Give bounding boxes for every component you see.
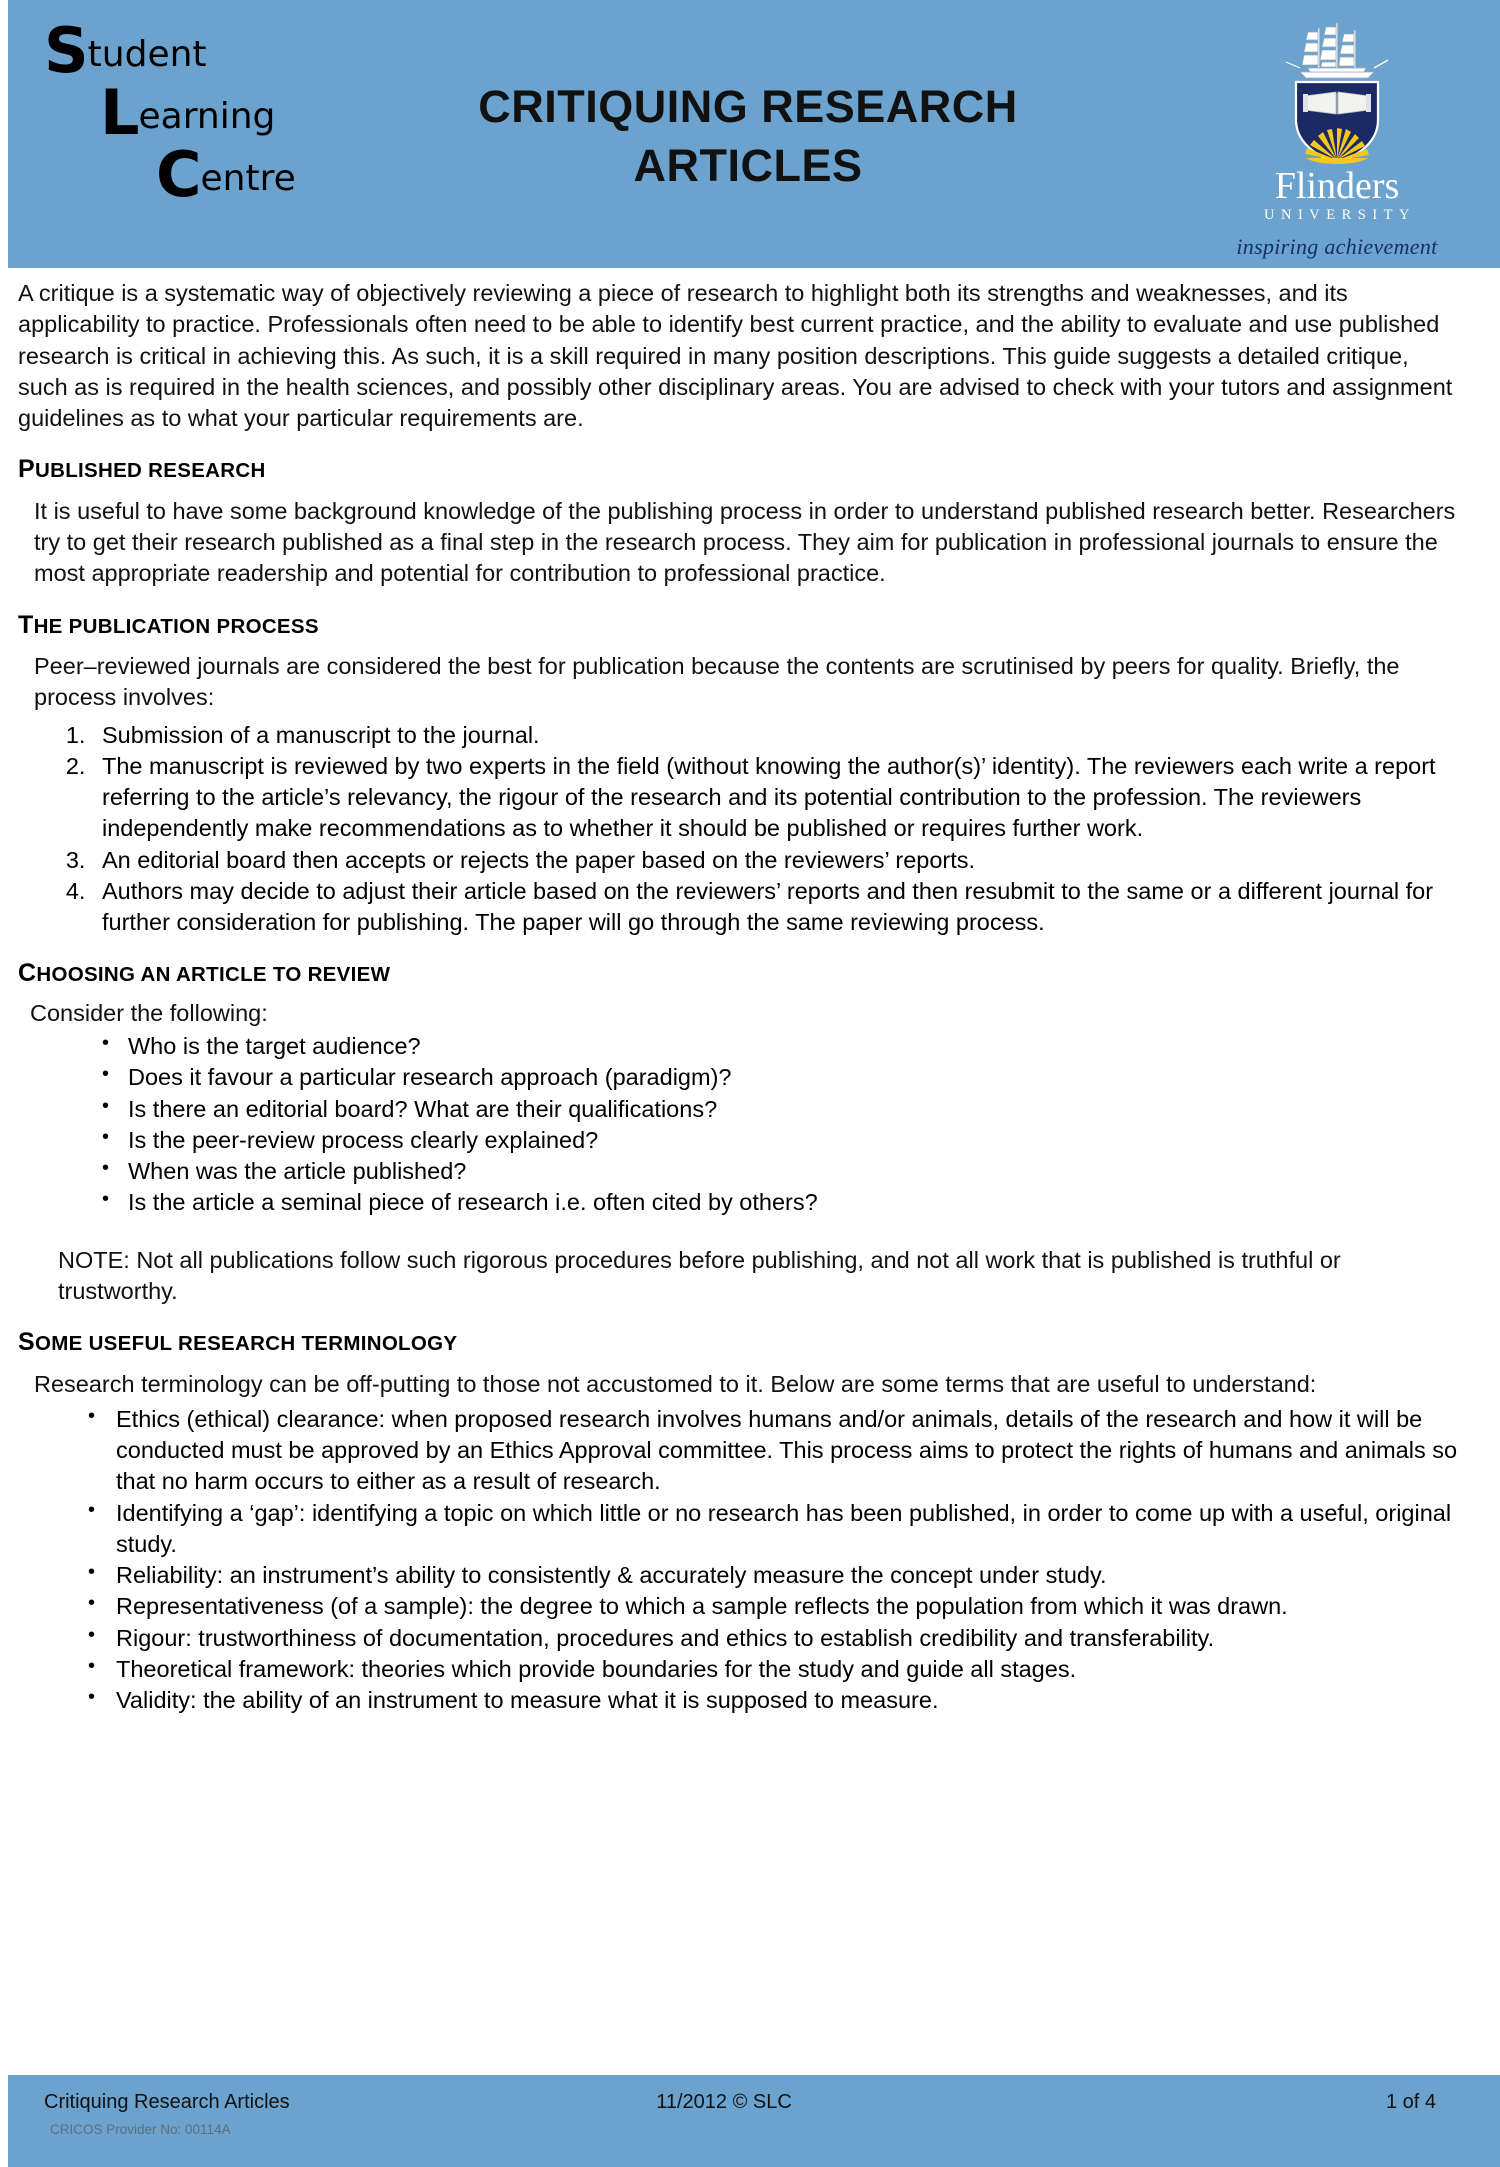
slc-initial-s: S <box>44 14 88 87</box>
list-item: • When was the article published? <box>98 1156 1460 1187</box>
heading-choosing-article <box>18 960 1500 988</box>
list-item: • Validity: the ability of an instrument to measure what it is supposed to measure. <box>82 1685 1458 1716</box>
list-item: • Is the article a seminal piece of research i.e. often cited by others? <box>98 1187 1460 1218</box>
terminology-lead: Research terminology can be off-putting to those not accustomed to it. Below are some terms that are useful to understand: <box>34 1370 1317 1397</box>
page-title-line-2: ARTICLES <box>633 139 863 191</box>
list-item: • Identifying a ‘gap’: identifying a topic on which little or no research has been published, in order to come up with a useful, original study. <box>82 1498 1458 1561</box>
slc-initial-l: L <box>100 76 139 149</box>
choosing-article-lead: Consider the following: <box>30 999 268 1026</box>
page-footer <box>8 2075 1500 2167</box>
list-item: 4. Authors may decide to adjust their article based on the reviewers’ reports and then resubmit to the same or a different journal for further consideration for publishing. The paper will go through the same reviewing process. <box>92 876 1460 939</box>
list-item: 1. Submission of a manuscript to the journal. <box>92 720 1460 751</box>
published-research-body: It is useful to have some background knowledge of the publishing process in order to understand published research better. Researchers try to get their research published as a final step in the research process. They aim for publication in professional journals to ensure the most appropriate readership and potential for contribution to professional practice. <box>34 497 1456 587</box>
slc-logo-line-student <box>44 14 207 87</box>
flinders-university-logo <box>1222 10 1452 260</box>
slc-word-learning: earning <box>138 96 276 137</box>
page-title <box>348 78 1148 195</box>
flinders-tagline: inspiring achievement <box>1236 234 1438 259</box>
heading-smallcaps: UBLISHED RESEARCH <box>34 459 266 483</box>
intro-paragraph: A critique is a systematic way of objectively reviewing a piece of research to highlight both its strengths and weaknesses, and its applicability to practice. Professionals often need to be able to identify best current practice, and the ability to evaluate and use published research is critical in achieving this. As such, it is a skill required in many position descriptions. This guide suggests a detailed critique, such as is required in the health sciences, and possibly other disciplinary areas. You are advised to check with your tutors and assignment guidelines as to what your particular requirements are. <box>18 280 1453 431</box>
heading-initial: S <box>18 1328 35 1356</box>
terminology-list <box>0 1404 1458 1717</box>
heading-initial: P <box>18 455 35 484</box>
open-book-icon <box>1303 92 1371 114</box>
slc-logo-line-learning <box>100 76 276 149</box>
flinders-university-subtitle: UNIVERSITY <box>1264 207 1416 223</box>
list-item: • Rigour: trustworthiness of documentation, procedures and ethics to establish credibility and transferability. <box>82 1623 1458 1654</box>
footer-document-title: Critiquing Research Articles <box>44 2091 290 2113</box>
heading-published-research <box>18 456 1500 484</box>
page-title-line-1: CRITIQUING RESEARCH <box>478 81 1018 132</box>
slc-word-student: tudent <box>87 34 207 75</box>
ship-icon <box>1286 23 1388 78</box>
list-item: • Theoretical framework: theories which provide boundaries for the study and guide all stages. <box>82 1654 1458 1685</box>
publication-process-steps <box>0 720 1460 939</box>
document-body <box>0 268 1500 1716</box>
slc-logo <box>44 14 344 244</box>
footer-date-copyright: 11/2012 © SLC <box>656 2091 792 2113</box>
slc-logo-line-centre <box>156 138 296 211</box>
heading-publication-process <box>18 612 1500 640</box>
flinders-wordmark: Flinders <box>1274 165 1400 207</box>
list-item: • Ethics (ethical) clearance: when proposed research involves humans and/or animals, details of the research and how it will be conducted must be approved by an Ethics Approval committee. This process aims to protect the rights of humans and animals so that no harm occurs to either as a result of research. <box>82 1404 1458 1498</box>
flinders-crest-icon <box>1262 10 1412 165</box>
heading-terminology <box>18 1329 1500 1357</box>
heading-smallcaps: OME USEFUL RESEARCH TERMINOLOGY <box>34 1332 458 1355</box>
list-item: • Is there an editorial board? What are their qualifications? <box>98 1094 1460 1125</box>
list-item: 2. The manuscript is reviewed by two experts in the field (without knowing the author(s)’ identity). The reviewers each write a report referring to the article’s relevancy, the rigour of the research and its potential contribution to the profession. The reviewers independently make recommendations as to whether it should be published or requires further work. <box>92 751 1460 845</box>
heading-initial: T <box>18 610 34 639</box>
choosing-article-note: NOTE: Not all publications follow such rigorous procedures before publishing, and not all work that is published is truthful or trustworthy. <box>58 1246 1341 1304</box>
page-header <box>8 0 1500 268</box>
list-item: • Who is the target audience? <box>98 1031 1460 1062</box>
list-item: • Reliability: an instrument’s ability to consistently & accurately measure the concept under study. <box>82 1560 1458 1591</box>
publication-process-intro: Peer–reviewed journals are considered the best for publication because the contents are scrutinised by peers for quality. Briefly, the process involves: <box>34 653 1400 711</box>
list-item: • Is the peer-review process clearly explained? <box>98 1125 1460 1156</box>
heading-initial: C <box>18 959 37 988</box>
slc-word-centre: entre <box>200 158 296 199</box>
heading-smallcaps: HOOSING AN ARTICLE TO REVIEW <box>36 963 391 987</box>
slc-initial-c: C <box>156 138 201 211</box>
list-item: • Does it favour a particular research approach (paradigm)? <box>98 1062 1460 1093</box>
list-item: • Representativeness (of a sample): the degree to which a sample reflects the population from which it was drawn. <box>82 1591 1458 1622</box>
choosing-article-bullets <box>0 1031 1460 1219</box>
list-item: 3. An editorial board then accepts or rejects the paper based on the reviewers’ reports. <box>92 845 1460 876</box>
footer-cricos-provider: CRICOS Provider No: 00114A <box>50 2122 231 2137</box>
heading-smallcaps: HE PUBLICATION PROCESS <box>33 614 319 638</box>
footer-page-number: 1 of 4 <box>1385 2091 1436 2113</box>
